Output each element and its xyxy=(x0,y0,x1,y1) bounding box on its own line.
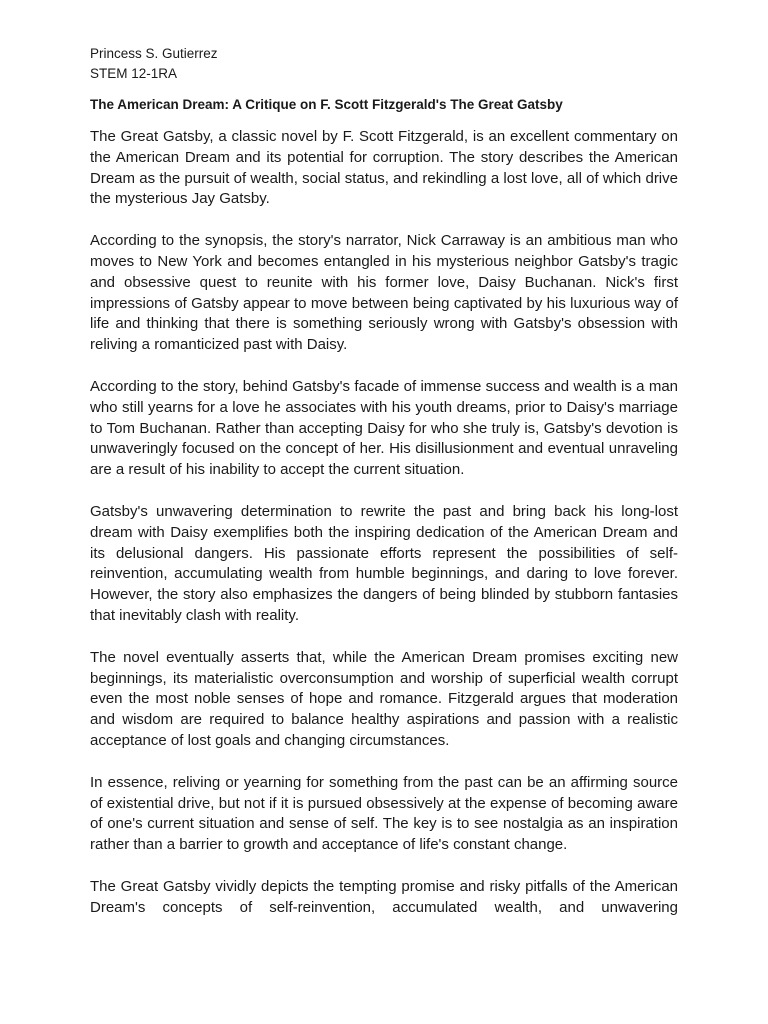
paragraph-5: The novel eventually asserts that, while the American Dream promises exciting new beginnings, its materialistic overconsumption and worship of superficial wealth corrupt even the most noble senses of hope and romance. Fitzgerald argues that moderation and wisdom are required to balance healthy aspirations and passion with a realistic acceptance of lost goals and changing circumstances. xyxy=(90,648,678,749)
paragraph-3: According to the story, behind Gatsby's facade of immense success and wealth is a man who still yearns for a love he associates with his youth dreams, prior to Daisy's marriage to Tom Buchanan. Rather than accepting Daisy for who she truly is, Gatsby's devotion is unwaveringly focused on the concept of her. His disillusionment and eventual unraveling are a result of his inability to accept the current situation. xyxy=(90,377,678,479)
paragraph-7: The Great Gatsby vividly depicts the tempting promise and risky pitfalls of the American Dream's concepts of self-reinvention, accumulated wealth, and unwavering xyxy=(90,877,678,916)
document-page xyxy=(90,44,678,919)
paragraph-1: The Great Gatsby, a classic novel by F. Scott Fitzgerald, is an excellent commentary on the American Dream and its potential for corruption. The story describes the American Dream as the pursuit of wealth, social status, and rekindling a lost love, all of which drive the mysterious Jay Gatsby. xyxy=(90,128,678,208)
author-name: Princess S. Gutierrez xyxy=(90,46,218,61)
essay-title: The American Dream: A Critique on F. Scott Fitzgerald's The Great Gatsby xyxy=(90,97,563,112)
paragraph-2: According to the synopsis, the story's narrator, Nick Carraway is an ambitious man who moves to New York and becomes entangled in his mysterious neighbor Gatsby's tragic and obsessive quest to reunite with his former love, Daisy Buchanan. Nick's first impressions of Gatsby appear to move between being captivated by his luxurious way of life and thinking that there is something seriously wrong with Gatsby's obsession with reliving a romanticized past with Daisy. xyxy=(90,232,678,354)
paragraph-4: Gatsby's unwavering determination to rewrite the past and bring back his long-lost dream with Daisy exemplifies both the inspiring dedication of the American Dream and its delusional dangers. His passionate efforts represent the possibilities of self-reinvention, accumulating wealth from humble beginnings, and daring to love forever. However, the story also emphasizes the dangers of being blinded by stubborn fantasies that inevitably clash with reality. xyxy=(90,502,678,624)
class-section: STEM 12-1RA xyxy=(90,66,178,81)
paragraph-6: In essence, reliving or yearning for something from the past can be an affirming source of existential drive, but not if it is pursued obsessively at the expense of becoming aware of one's current situation and sense of self. The key is to see nostalgia as an inspiration rather than a barrier to growth and acceptance of life's constant change. xyxy=(90,773,678,854)
